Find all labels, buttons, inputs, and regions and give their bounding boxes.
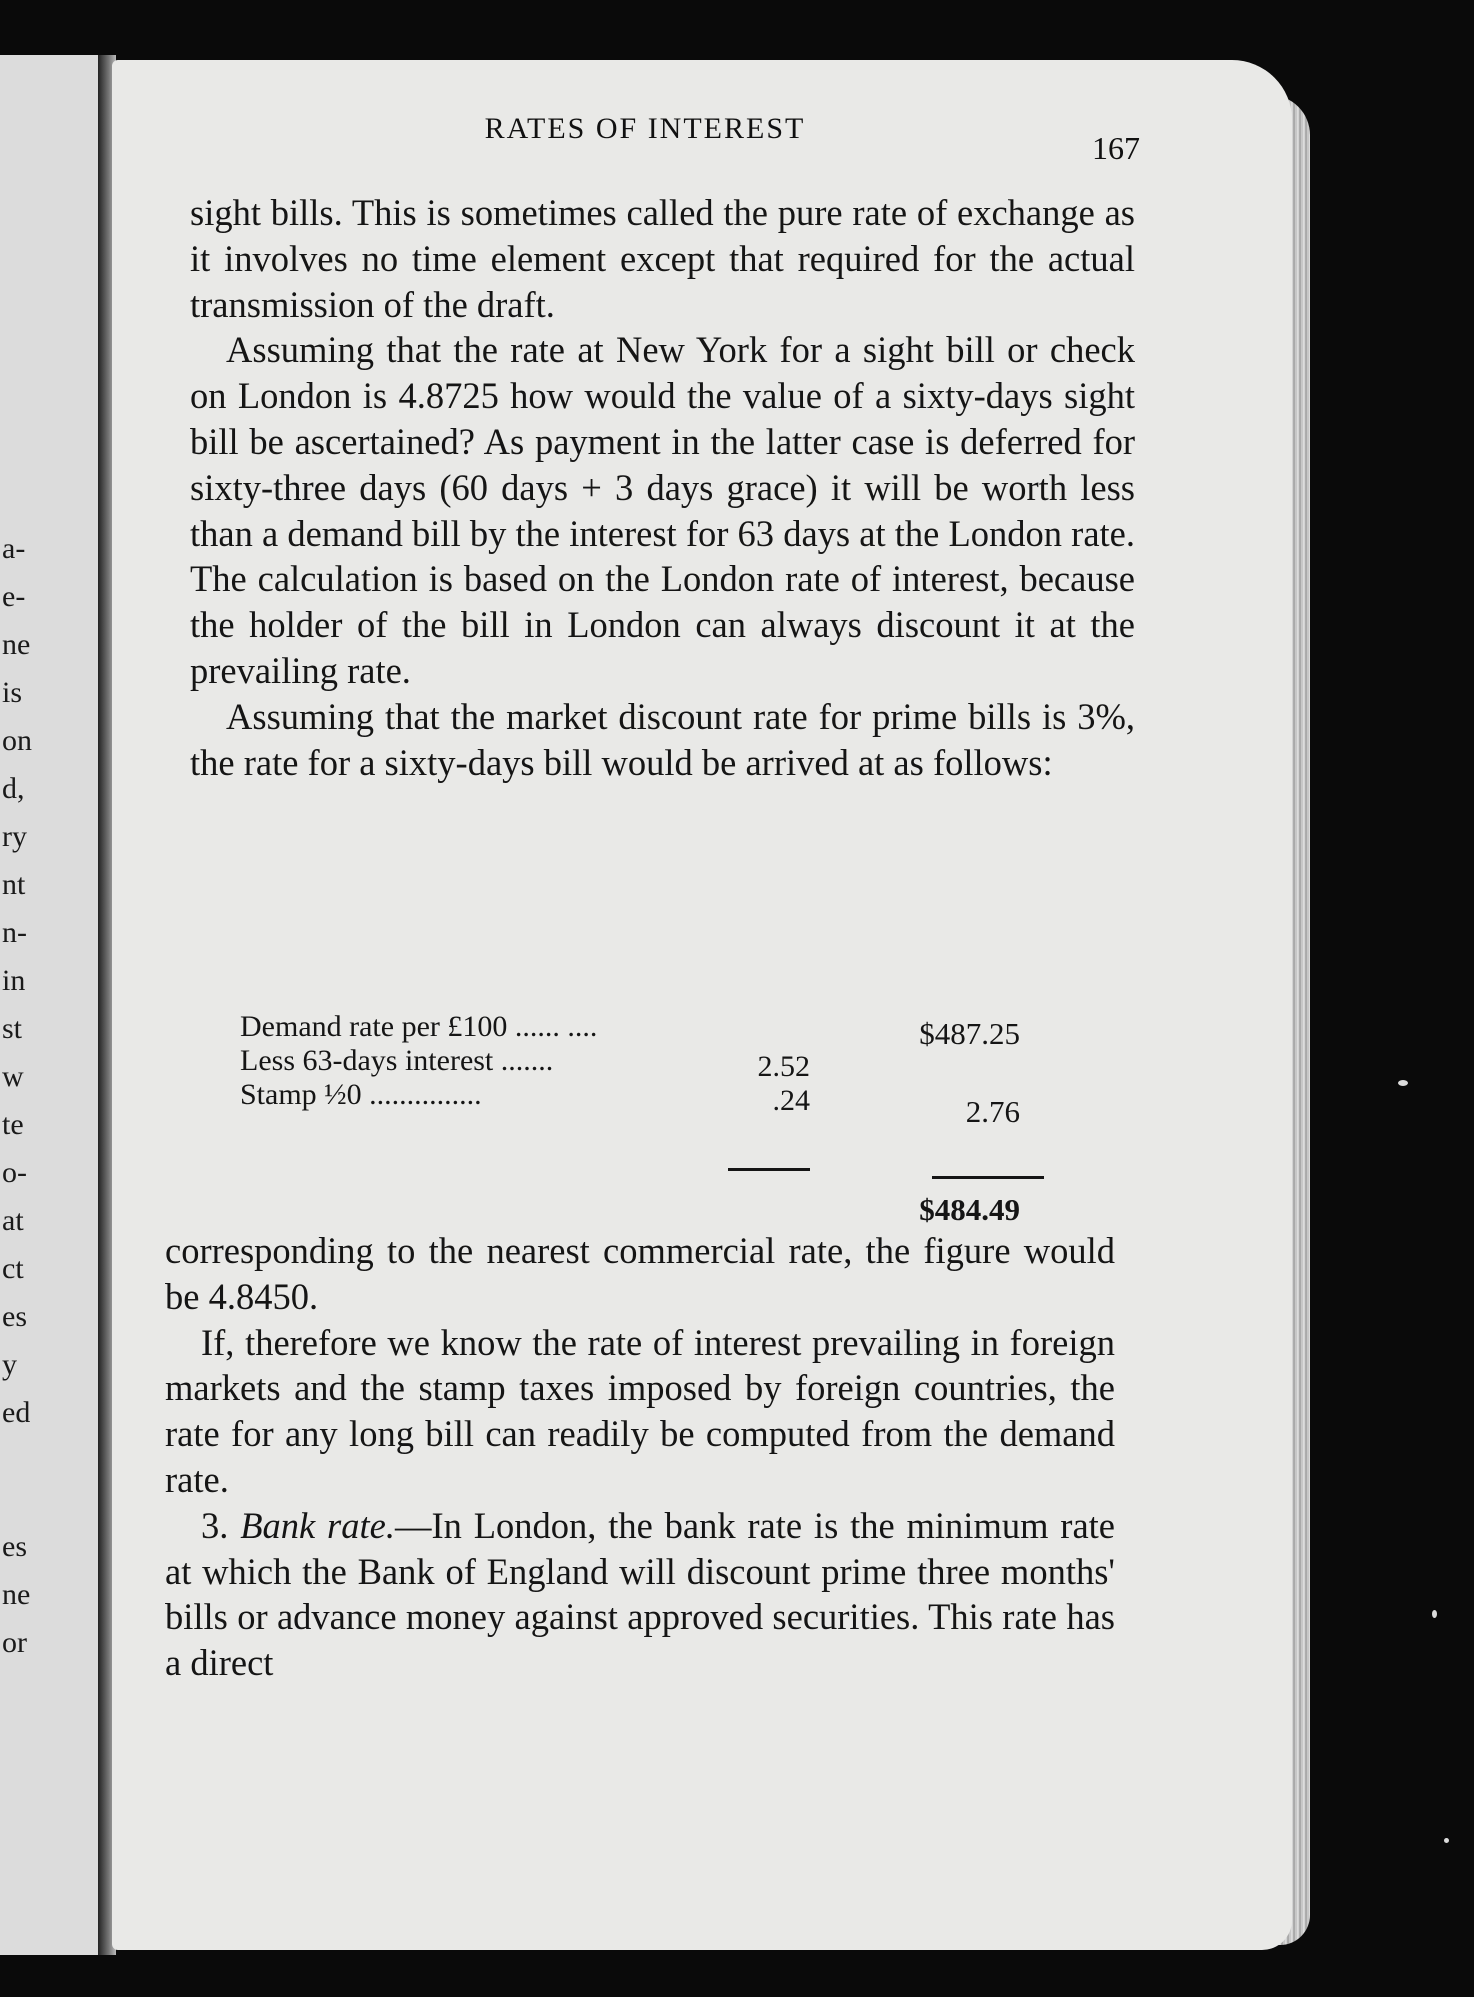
left-page-fragment: ct xyxy=(2,1252,24,1285)
calc-leaders: ....... xyxy=(500,1044,554,1077)
left-page-fragment: or xyxy=(2,1626,27,1659)
body-text-bottom xyxy=(165,1228,1115,1686)
calc-total: $484.49 xyxy=(919,1192,1020,1227)
left-page-fragment: es xyxy=(2,1530,27,1563)
paragraph: Assuming that the rate at New York for a sight bill or check on London is 4.8725 how would the value of a sixty-days sight bill be ascertained? As payment in the latter case is deferred for sixty-three days (60 days + 3 days grace) it will be worth less than a demand bill by the interest for 63 days at the London rate. The calculation is based on the London rate of interest, because the holder of the bill in London can always discount it at the prevailing rate. xyxy=(190,329,1135,691)
left-page-fragment: is xyxy=(2,676,23,709)
left-page-fragment: es xyxy=(2,1300,27,1333)
left-page-fragment: a- xyxy=(2,532,26,565)
calc-mid-value: 2.52 xyxy=(757,1050,810,1083)
calc-label: Stamp ½0 xyxy=(240,1078,362,1111)
body-text-top xyxy=(190,190,1135,785)
left-page-fragment: at xyxy=(2,1204,24,1237)
left-page-fragment: te xyxy=(2,1108,24,1141)
calc-label: Less 63-days interest xyxy=(240,1044,494,1077)
left-page-fragment: ne xyxy=(2,1578,31,1611)
paragraph: If, therefore we know the rate of interest prevailing in foreign markets and the stamp taxes imposed by foreign countries, the rate for any long bill can readily be computed from the demand rate. xyxy=(165,1321,1115,1500)
calc-leaders: ...... .... xyxy=(514,1010,598,1043)
left-page-fragment: ed xyxy=(2,1396,31,1429)
left-page-fragment: e- xyxy=(2,580,26,613)
left-page-fragment: ry xyxy=(2,820,27,853)
section-number: 3. xyxy=(201,1504,229,1546)
paragraph: corresponding to the nearest commercial rate, the figure would be 4.8450. xyxy=(165,1230,1115,1317)
calc-row xyxy=(240,1010,597,1044)
left-page-fragment: ne xyxy=(2,628,31,661)
left-page-fragment: d, xyxy=(2,772,25,805)
film-speck xyxy=(1444,1838,1449,1843)
left-page-fragment: nt xyxy=(2,868,26,901)
left-page-fragment: n- xyxy=(2,916,27,949)
calculation-table xyxy=(240,1010,1060,1240)
bank-rate-paragraph xyxy=(165,1503,1115,1686)
running-head: RATES OF INTEREST xyxy=(484,112,806,145)
film-speck xyxy=(1398,1080,1408,1086)
left-page-fragment: st xyxy=(2,1012,23,1045)
calc-leaders: ............... xyxy=(369,1078,482,1111)
calc-label: Demand rate per £100 xyxy=(240,1010,508,1043)
left-page-fragment: on xyxy=(2,724,32,757)
calc-right-value: 2.76 xyxy=(965,1094,1020,1129)
sum-rule xyxy=(932,1176,1044,1179)
sum-rule xyxy=(728,1168,810,1171)
calc-row xyxy=(240,1078,482,1112)
section-heading: Bank rate. xyxy=(240,1504,395,1546)
page-number: 167 xyxy=(1092,130,1140,166)
left-page-fragment: y xyxy=(2,1348,17,1381)
left-page-fragment: w xyxy=(2,1060,24,1093)
calc-mid-value: .24 xyxy=(772,1084,810,1117)
calc-right-value: $487.25 xyxy=(919,1016,1020,1051)
section-text: —In London, the bank rate is the minimum rate at which the Bank of England will discount prime three months' bills or advance money against approved securities. This rate has a direct xyxy=(165,1504,1116,1684)
paragraph: sight bills. This is sometimes called the pure rate of exchange as it involves no time element except that required for the actual transmission of the draft. xyxy=(190,192,1135,325)
paragraph: Assuming that the market discount rate for prime bills is 3%, the rate for a sixty-days bill would be arrived at as follows: xyxy=(190,695,1135,783)
left-page-fragment: in xyxy=(2,964,26,997)
calc-row xyxy=(240,1044,553,1078)
film-speck xyxy=(1432,1610,1437,1618)
left-page-fragment: o- xyxy=(2,1156,27,1189)
left-page xyxy=(0,55,104,1955)
